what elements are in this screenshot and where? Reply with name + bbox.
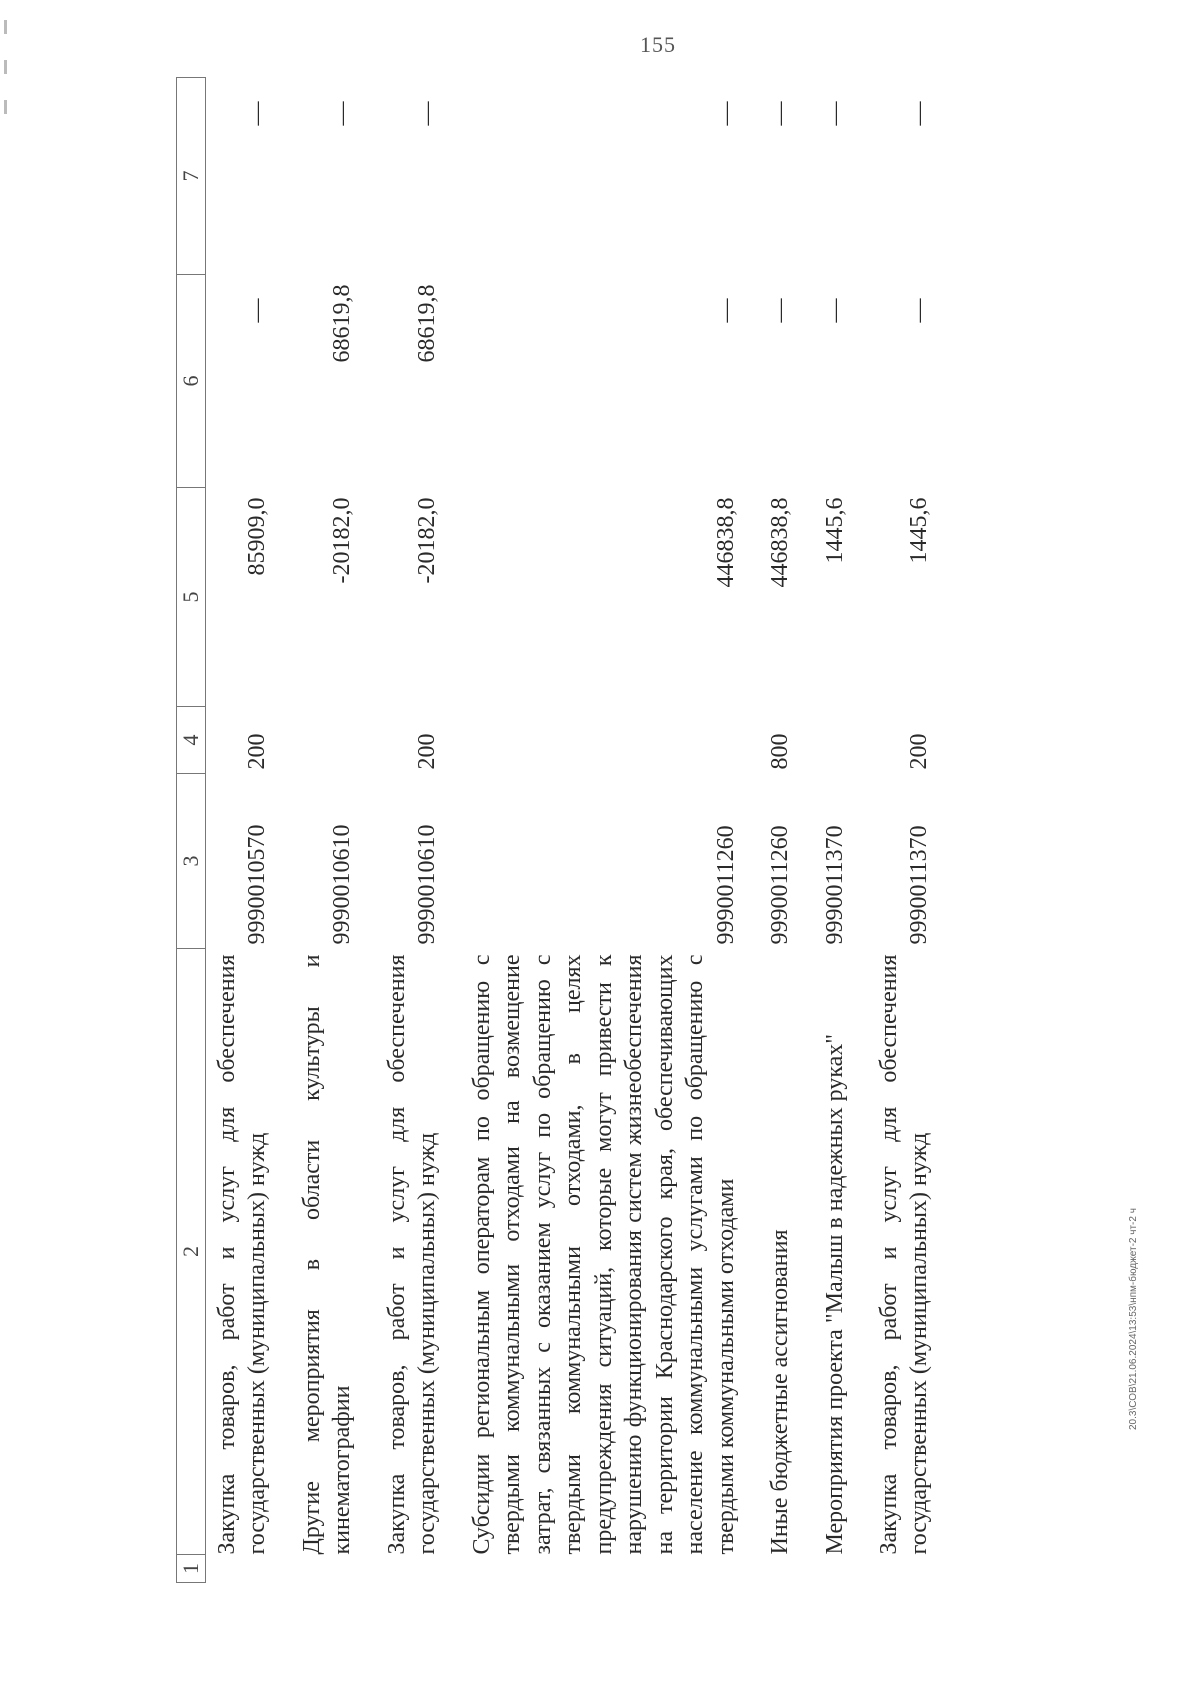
row-value-7: —: [414, 101, 441, 126]
row-kvr: 200: [906, 733, 933, 770]
row-value-7: —: [244, 101, 271, 126]
row-value-7: —: [821, 101, 848, 126]
row-value-6: —: [712, 298, 739, 323]
row-kvr: 200: [244, 733, 271, 770]
table-body: [206, 78, 935, 1583]
row-value-5: -20182,0: [329, 497, 356, 584]
scan-edge-marks: [4, 20, 10, 130]
table-row: [376, 78, 443, 1583]
table-header: [177, 78, 206, 1583]
rotated-table-container: [176, 78, 1076, 1583]
table-row: [206, 78, 273, 1583]
row-name: Закупка товаров, работ и услуг для обеспечения государственных (муниципальных) нужд: [875, 954, 933, 1555]
row-value-5: 85909,0: [244, 497, 271, 576]
row-name: Закупка товаров, работ и услуг для обеспечения государственных (муниципальных) нужд: [383, 954, 441, 1555]
header-col-3: 3: [177, 774, 206, 949]
row-value-6: 68619,8: [414, 284, 441, 363]
row-name: Субсидии региональным операторам по обращению с твердыми коммунальными отходами на возмещение затрат, связанных с оказанием услуг по обращению с твердыми коммунальными отходами, в целях предупреждения ситуаций, которые могут привести к нарушению функционирования систем жизнеобеспечения на территории Краснодарского края, обеспечивающих население коммунальными услугами по обращению с твердыми коммунальными отходами: [468, 954, 739, 1555]
row-code: 9990011260: [767, 825, 794, 945]
row-kvr: [291, 707, 358, 774]
header-col-1: 1: [177, 1555, 206, 1583]
row-kvr: 800: [767, 733, 794, 770]
table-row: [759, 78, 795, 1583]
row-value-7: —: [329, 101, 356, 126]
header-col-5: 5: [177, 488, 206, 707]
row-value-6: 68619,8: [329, 284, 356, 363]
table-row: [814, 78, 850, 1583]
row-code: 9990011370: [906, 825, 933, 945]
row-value-6: —: [821, 298, 848, 323]
table-row: [291, 78, 358, 1583]
row-value-6: —: [244, 298, 271, 323]
row-value-5: 446838,8: [712, 497, 739, 588]
side-footer: [1128, 1208, 1140, 1442]
side-footer-text: 20.3\СОВ\21.06.2024\13:53\нпм-бюджет-2 чт-2 ч: [1128, 1208, 1139, 1430]
row-code: 9990011370: [821, 825, 848, 945]
row-name: Закупка товаров, работ и услуг для обеспечения государственных (муниципальных) нужд: [214, 954, 271, 1555]
row-kvr: 200: [414, 733, 441, 770]
row-value-5: 1445,6: [906, 497, 933, 564]
row-kvr: [814, 707, 850, 774]
budget-table: [176, 77, 935, 1583]
page-number: 155: [640, 32, 676, 57]
header-col-2: 2: [177, 949, 206, 1555]
row-value-5: 1445,6: [821, 497, 848, 564]
table-row: [868, 78, 935, 1583]
row-value-6: —: [767, 298, 794, 323]
row-name: Иные бюджетные ассигнования: [767, 1229, 794, 1555]
row-value-7: —: [906, 101, 933, 126]
row-name: Мероприятия проекта "Малыш в надежных руках": [821, 1033, 848, 1555]
header-col-6: 6: [177, 275, 206, 488]
row-value-7: —: [767, 101, 794, 126]
header-col-4: 4: [177, 707, 206, 774]
row-kvr: [461, 707, 741, 774]
row-code: 9990010570: [244, 824, 271, 945]
row-code: 9990010610: [329, 824, 356, 945]
row-value-5: -20182,0: [414, 497, 441, 584]
row-code: 9990011260: [712, 825, 739, 945]
row-value-6: —: [906, 298, 933, 323]
row-value-7: —: [712, 101, 739, 126]
row-name: Другие мероприятия в области культуры и кинематографии: [298, 954, 356, 1555]
row-code: 9990010610: [414, 824, 441, 945]
header-col-7: 7: [177, 78, 206, 275]
row-value-5: 446838,8: [767, 497, 794, 588]
table-row: [461, 78, 741, 1583]
